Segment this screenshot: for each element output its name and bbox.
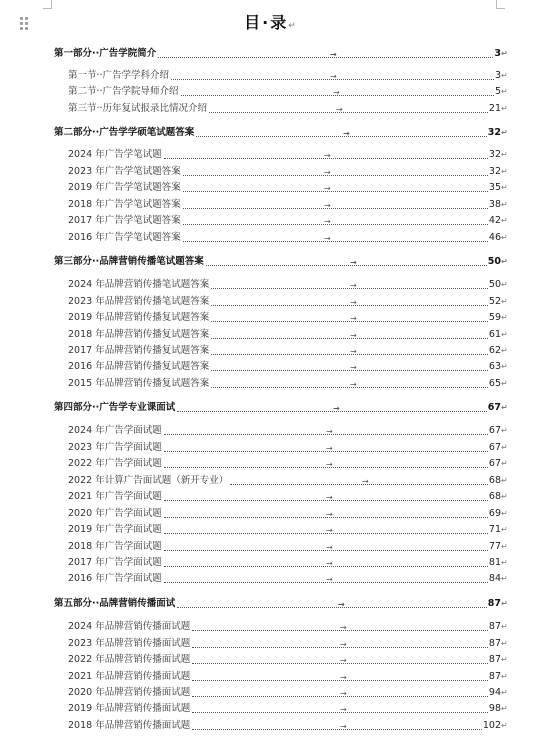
toc-entry[interactable] (0, 145, 507, 161)
toc-entry[interactable] (0, 374, 507, 390)
toc-entry[interactable] (0, 471, 507, 487)
toc-entry[interactable] (0, 162, 507, 178)
toc-entry[interactable] (0, 275, 507, 291)
toc-page-number: 68 (488, 475, 501, 486)
toc-dot-leader (211, 281, 488, 290)
toc-page-number: 46 (488, 232, 501, 243)
toc-entry-label: 2017 年广告学面试题 (68, 557, 162, 568)
toc-entry-label: 2020 年品牌营销传播面试题 (68, 687, 191, 698)
toc-part-entry[interactable] (0, 398, 507, 414)
paragraph-mark-icon: ↵ (501, 459, 508, 468)
toc-entry-label: 2017 年广告学笔试题答案 (68, 215, 181, 226)
paragraph-mark-icon: ↵ (501, 280, 508, 289)
toc-dot-leader (164, 427, 488, 436)
toc-dot-leader (164, 444, 488, 453)
toc-page-number: 87 (488, 638, 501, 649)
tab-arrow-icon: → (350, 281, 357, 290)
toc-part-entry[interactable] (0, 123, 507, 139)
page-corner-mark (43, 0, 52, 9)
toc-dot-leader (164, 151, 488, 160)
paragraph-mark-icon: ↵ (501, 476, 508, 485)
tab-arrow-icon: → (340, 705, 347, 714)
toc-entry-label: 2022 年广告学面试题 (68, 458, 162, 469)
toc-page-number: 102 (482, 720, 501, 731)
toc-entry-label: 2021 年广告学面试题 (68, 491, 162, 502)
toc-dot-leader (211, 380, 488, 389)
toc-entry-label: 第四部分··广告学专业课面试 (54, 402, 176, 413)
toc-dot-leader (164, 510, 488, 519)
toc-entry-label: 第二节··广告学院导师介绍 (68, 86, 179, 97)
toc-page-number: 42 (488, 215, 501, 226)
toc-entry-label: 2023 年品牌营销传播面试题 (68, 638, 191, 649)
toc-page-number: 21 (488, 103, 501, 114)
toc-part-entry[interactable] (0, 44, 507, 60)
paragraph-mark-icon: ↵ (501, 655, 508, 664)
toc-dot-leader (177, 404, 487, 413)
toc-dot-leader (177, 600, 487, 609)
toc-entry[interactable] (0, 683, 507, 699)
toc-dot-leader (164, 460, 488, 469)
toc-page-number: 81 (488, 557, 501, 568)
toc-entry-label: 2018 年广告学面试题 (68, 541, 162, 552)
toc-entry[interactable] (0, 178, 507, 194)
toc-dot-leader (211, 347, 488, 356)
toc-heading-text: 目·录 (244, 13, 289, 32)
toc-dot-leader (164, 559, 488, 568)
tab-arrow-icon: → (340, 656, 347, 665)
toc-dot-leader (164, 493, 488, 502)
paragraph-mark-icon: ↵ (501, 542, 508, 551)
toc-page-number: 52 (488, 296, 501, 307)
toc-dot-leader (192, 722, 482, 731)
paragraph-mark-icon: ↵ (288, 21, 298, 31)
paragraph-mark-icon: ↵ (501, 346, 508, 355)
toc-page-number: 50 (488, 279, 501, 290)
page-corner-mark (496, 0, 505, 9)
toc-dot-leader (183, 201, 488, 210)
toc-entry[interactable] (0, 228, 507, 244)
paragraph-mark-icon: ↵ (501, 297, 508, 306)
toc-page-number: 32 (488, 149, 501, 160)
toc-dot-leader (181, 88, 494, 97)
toc-entry-label: 2024 年品牌营销传播笔试题答案 (68, 279, 210, 290)
tab-arrow-icon: → (350, 331, 357, 340)
toc-entry-label: 第二部分··广告学学硕笔试题答案 (54, 127, 195, 138)
paragraph-mark-icon: ↵ (501, 150, 508, 159)
paragraph-mark-icon: ↵ (501, 525, 508, 534)
paragraph-mark-icon: ↵ (501, 492, 508, 501)
toc-dot-leader (183, 168, 488, 177)
toc-entry-label: 2018 年广告学笔试题答案 (68, 199, 181, 210)
toc-entry-label: 2024 年广告学面试题 (68, 425, 162, 436)
toc-entry[interactable] (0, 634, 507, 650)
paragraph-mark-icon: ↵ (501, 509, 508, 518)
tab-arrow-icon: → (333, 404, 340, 413)
toc-page-number: 87 (487, 598, 501, 609)
tab-arrow-icon: → (362, 477, 369, 486)
toc-entry-label: 2018 年品牌营销传播复试题答案 (68, 329, 210, 340)
tab-arrow-icon: → (324, 201, 331, 210)
toc-dot-leader (211, 331, 488, 340)
toc-entry[interactable] (0, 438, 507, 454)
toc-entry-label: 第三节··历年复试报录比情况介绍 (68, 103, 208, 114)
toc-entry-label: 2019 年广告学面试题 (68, 524, 162, 535)
toc-page-number: 67 (488, 458, 501, 469)
toc-entry[interactable] (0, 504, 507, 520)
toc-entry-label: 2022 年计算广告面试题（新开专业） (68, 475, 229, 486)
toc-page-number: 84 (488, 573, 501, 584)
toc-page-number: 87 (488, 654, 501, 665)
toc-entry[interactable] (0, 617, 507, 633)
paragraph-mark-icon: ↵ (501, 574, 508, 583)
paragraph-mark-icon: ↵ (501, 257, 508, 266)
toc-entry-label: 2016 年品牌营销传播复试题答案 (68, 361, 210, 372)
tab-arrow-icon: → (340, 689, 347, 698)
toc-page-number: 59 (488, 312, 501, 323)
paragraph-mark-icon: ↵ (501, 558, 508, 567)
toc-entry-label: 2024 年广告学笔试题 (68, 149, 162, 160)
tab-arrow-icon: → (324, 168, 331, 177)
paragraph-mark-icon: ↵ (501, 200, 508, 209)
paragraph-mark-icon: ↵ (501, 721, 508, 730)
paragraph-mark-icon: ↵ (501, 330, 508, 339)
paragraph-mark-icon: ↵ (501, 362, 508, 371)
toc-entry[interactable] (0, 650, 507, 666)
tab-arrow-icon: → (350, 258, 357, 267)
toc-entry[interactable] (0, 487, 507, 503)
toc-dot-leader (164, 575, 488, 584)
toc-entry-label: 2016 年广告学面试题 (68, 573, 162, 584)
paragraph-mark-icon: ↵ (501, 622, 508, 631)
toc-entry[interactable] (0, 308, 507, 324)
paragraph-mark-icon: ↵ (501, 688, 508, 697)
toc-entry[interactable] (0, 454, 507, 470)
paragraph-mark-icon: ↵ (501, 672, 508, 681)
toc-page-number: 38 (488, 199, 501, 210)
paragraph-mark-icon: ↵ (501, 704, 508, 713)
paragraph-mark-icon: ↵ (501, 426, 508, 435)
toc-dot-leader (183, 234, 488, 243)
tab-arrow-icon: → (350, 298, 357, 307)
tab-arrow-icon: → (350, 314, 357, 323)
tab-arrow-icon: → (350, 363, 357, 372)
toc-page-number: 87 (488, 671, 501, 682)
toc-entry[interactable] (0, 292, 507, 308)
toc-entry[interactable] (0, 537, 507, 553)
toc-page-number: 32 (488, 166, 501, 177)
paragraph-mark-icon: ↵ (501, 128, 508, 137)
toc-entry[interactable] (0, 699, 507, 715)
toc-page-number: 3 (494, 48, 501, 59)
paragraph-mark-icon: ↵ (501, 87, 508, 96)
toc-dot-leader (192, 705, 488, 714)
toc-page-number: 71 (488, 524, 501, 535)
toc-part-entry[interactable] (0, 594, 507, 610)
toc-entry-label: 2023 年品牌营销传播笔试题答案 (68, 296, 210, 307)
toc-dot-leader (211, 298, 488, 307)
toc-dot-leader (158, 50, 493, 59)
toc-entry-label: 2018 年品牌营销传播面试题 (68, 720, 191, 731)
tab-arrow-icon: → (340, 673, 347, 682)
toc-dot-leader (192, 656, 488, 665)
tab-arrow-icon: → (326, 493, 333, 502)
toc-entry[interactable] (0, 520, 507, 536)
toc-entry-label: 第五部分··品牌营销传播面试 (54, 598, 176, 609)
toc-entry-label: 2022 年品牌营销传播面试题 (68, 654, 191, 665)
tab-arrow-icon: → (340, 640, 347, 649)
toc-page-number: 87 (488, 621, 501, 632)
toc-page-number: 50 (487, 256, 501, 267)
paragraph-mark-icon: ↵ (501, 233, 508, 242)
toc-entry[interactable] (0, 553, 507, 569)
paragraph-mark-icon: ↵ (501, 639, 508, 648)
toc-dot-leader (209, 105, 488, 114)
tab-arrow-icon: → (326, 559, 333, 568)
toc-dot-leader (192, 673, 488, 682)
toc-part-entry[interactable] (0, 252, 507, 268)
toc-heading (0, 10, 542, 33)
toc-entry[interactable] (0, 716, 507, 732)
toc-dot-leader (211, 363, 488, 372)
toc-dot-leader (192, 623, 488, 632)
tab-arrow-icon: → (324, 234, 331, 243)
tab-arrow-icon: → (324, 217, 331, 226)
paragraph-mark-icon: ↵ (501, 104, 508, 113)
toc-entry[interactable] (0, 195, 507, 211)
toc-entry-label: 2016 年广告学笔试题答案 (68, 232, 181, 243)
tab-arrow-icon: → (350, 347, 357, 356)
tab-arrow-icon: → (326, 510, 333, 519)
tab-arrow-icon: → (343, 129, 350, 138)
toc-dot-leader (164, 543, 488, 552)
toc-page-number: 65 (488, 378, 501, 389)
toc-entry-label: 2020 年广告学面试题 (68, 508, 162, 519)
toc-page-number: 67 (488, 425, 501, 436)
paragraph-mark-icon: ↵ (501, 313, 508, 322)
toc-page-number: 62 (488, 345, 501, 356)
toc-dot-leader (206, 258, 487, 267)
paragraph-mark-icon: ↵ (501, 49, 508, 58)
toc-entry[interactable] (0, 341, 507, 357)
toc-entry-label: 2023 年广告学笔试题答案 (68, 166, 181, 177)
tab-arrow-icon: → (324, 151, 331, 160)
toc-entry[interactable] (0, 99, 507, 115)
paragraph-mark-icon: ↵ (501, 403, 508, 412)
paragraph-mark-icon: ↵ (501, 167, 508, 176)
toc-dot-leader (183, 184, 488, 193)
paragraph-mark-icon: ↵ (501, 216, 508, 225)
toc-dot-leader (171, 72, 494, 81)
toc-page-number: 61 (488, 329, 501, 340)
tab-arrow-icon: → (336, 105, 343, 114)
toc-entry-label: 2023 年广告学面试题 (68, 442, 162, 453)
tab-arrow-icon: → (333, 88, 340, 97)
tab-arrow-icon: → (326, 460, 333, 469)
toc-entry[interactable] (0, 82, 507, 98)
tab-arrow-icon: → (350, 380, 357, 389)
toc-page-number: 63 (488, 361, 501, 372)
toc-page-number: 32 (487, 127, 501, 138)
paragraph-mark-icon: ↵ (501, 71, 508, 80)
toc-page-number: 3 (494, 70, 501, 81)
toc-entry-label: 2017 年品牌营销传播复试题答案 (68, 345, 210, 356)
toc-entry-label: 2019 年品牌营销传播复试题答案 (68, 312, 210, 323)
toc-page-number: 77 (488, 541, 501, 552)
toc-page-number: 35 (488, 182, 501, 193)
paragraph-mark-icon: ↵ (501, 379, 508, 388)
tab-arrow-icon: → (330, 72, 337, 81)
toc-dot-leader (196, 129, 487, 138)
paragraph-mark-icon: ↵ (501, 599, 508, 608)
tab-arrow-icon: → (326, 427, 333, 436)
toc-page-number: 67 (488, 442, 501, 453)
toc-page-number: 68 (488, 491, 501, 502)
toc-dot-leader (192, 640, 488, 649)
toc-page-number: 98 (488, 703, 501, 714)
paragraph-mark-icon: ↵ (501, 443, 508, 452)
toc-entry-label: 2021 年品牌营销传播面试题 (68, 671, 191, 682)
toc-entry-label: 第三部分··品牌营销传播笔试题答案 (54, 256, 204, 267)
toc-entry-label: 2019 年品牌营销传播面试题 (68, 703, 191, 714)
tab-arrow-icon: → (338, 600, 345, 609)
tab-arrow-icon: → (324, 184, 331, 193)
toc-entry[interactable] (0, 667, 507, 683)
toc-dot-leader (211, 314, 488, 323)
tab-arrow-icon: → (330, 50, 337, 59)
toc-entry-label: 2019 年广告学笔试题答案 (68, 182, 181, 193)
toc-dot-leader (230, 477, 488, 486)
tab-arrow-icon: → (326, 526, 333, 535)
tab-arrow-icon: → (326, 444, 333, 453)
toc-dot-leader (183, 217, 488, 226)
toc-entry-label: 2024 年品牌营销传播面试题 (68, 621, 191, 632)
tab-arrow-icon: → (326, 543, 333, 552)
toc-entry[interactable] (0, 421, 507, 437)
toc-dot-leader (164, 526, 488, 535)
toc-page-number: 5 (494, 86, 501, 97)
tab-arrow-icon: → (340, 623, 347, 632)
toc-page-number: 67 (487, 402, 501, 413)
toc-entry-label: 2015 年品牌营销传播复试题答案 (68, 378, 210, 389)
toc-dot-leader (192, 689, 488, 698)
toc-entry-label: 第一节··广告学学科介绍 (68, 70, 170, 81)
tab-arrow-icon: → (326, 575, 333, 584)
toc-entry[interactable] (0, 211, 507, 227)
tab-arrow-icon: → (340, 722, 347, 731)
toc-entry[interactable] (0, 325, 507, 341)
toc-page-number: 94 (488, 687, 501, 698)
toc-entry[interactable] (0, 569, 507, 585)
toc-entry-label: 第一部分··广告学院简介 (54, 48, 157, 59)
toc-entry[interactable] (0, 357, 507, 373)
paragraph-mark-icon: ↵ (501, 183, 508, 192)
toc-entry[interactable] (0, 66, 507, 82)
toc-page-number: 69 (488, 508, 501, 519)
